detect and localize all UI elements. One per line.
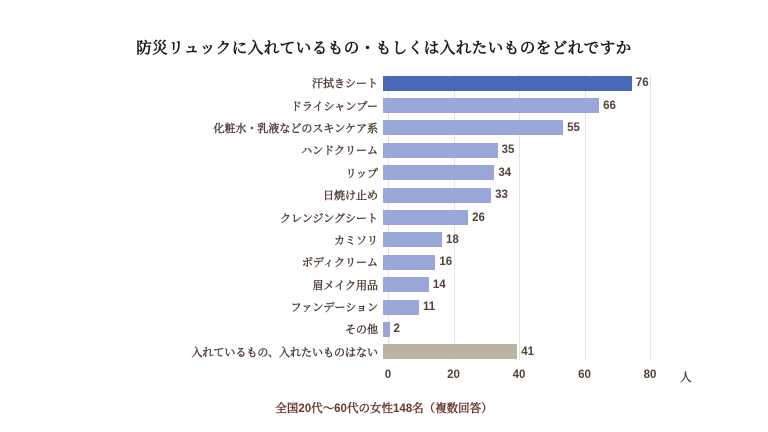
bar-row	[186, 206, 746, 228]
category-label: 眉メイク用品	[312, 279, 378, 292]
value-label: 11	[423, 301, 436, 314]
category-label: リップ	[345, 167, 378, 180]
bar-track	[383, 255, 723, 270]
bar	[383, 98, 599, 113]
bar-row	[186, 117, 746, 139]
value-label: 14	[432, 278, 446, 291]
bar	[383, 344, 517, 359]
bar	[383, 255, 435, 270]
bar-row	[186, 341, 746, 363]
category-label: ボディクリーム	[301, 257, 378, 270]
bar	[383, 120, 563, 135]
value-label: 26	[472, 211, 485, 224]
category-label: その他	[345, 324, 378, 337]
category-label: ハンドクリーム	[301, 145, 378, 158]
bar-track	[383, 188, 723, 203]
bar-track	[383, 165, 723, 180]
chart-rows	[186, 72, 746, 363]
bar-track	[383, 344, 723, 359]
value-label: 76	[635, 77, 649, 90]
category-label: 日焼け止め	[323, 190, 378, 203]
bar-row	[186, 94, 746, 116]
x-tick-label: 80	[643, 369, 657, 382]
value-label: 41	[521, 345, 535, 358]
bar-track	[383, 76, 723, 91]
x-axis	[384, 367, 708, 385]
category-label: ファンデーション	[290, 302, 378, 315]
bar	[383, 277, 429, 292]
bar-row	[186, 318, 746, 340]
category-label: 汗拭きシート	[312, 78, 378, 91]
x-tick-label: 40	[512, 369, 526, 382]
value-label: 34	[498, 166, 512, 179]
value-label: 2	[393, 323, 400, 336]
bar-row	[186, 251, 746, 273]
bar	[383, 188, 491, 203]
value-label: 16	[439, 256, 453, 269]
bar-track	[383, 232, 723, 247]
bar-track	[383, 300, 723, 315]
x-tick-label: 20	[447, 369, 460, 382]
bar-track	[383, 98, 723, 113]
chart-footer: 全国20代〜60代の女性148名（複数回答）	[275, 403, 493, 415]
category-label: クレンジングシート	[280, 212, 378, 225]
bar-track	[383, 277, 723, 292]
bar-row	[186, 162, 746, 184]
bar	[383, 210, 468, 225]
value-label: 66	[603, 99, 616, 112]
category-label: 入れているもの、入れたいものはない	[191, 346, 378, 359]
bar	[383, 300, 419, 315]
x-tick-label: 60	[578, 369, 591, 382]
category-label: ドライシャンプー	[290, 100, 378, 113]
bar-row	[186, 72, 746, 94]
x-tick-label: 0	[384, 369, 392, 382]
bar-row	[186, 274, 746, 296]
bar-track	[383, 210, 723, 225]
bar	[383, 232, 442, 247]
value-label: 35	[501, 144, 515, 157]
bar-row	[186, 184, 746, 206]
category-label: カミソリ	[334, 234, 378, 247]
value-label: 18	[445, 233, 459, 246]
bar	[383, 76, 632, 91]
bar-row	[186, 229, 746, 251]
bar-track	[383, 120, 723, 135]
bar-row	[186, 139, 746, 161]
bar-track	[383, 143, 723, 158]
category-label: 化粧水・乳液などのスキンケア系	[213, 122, 378, 135]
bar-row	[186, 296, 746, 318]
bar	[383, 143, 498, 158]
bar	[383, 165, 494, 180]
value-label: 33	[495, 189, 508, 202]
x-axis-unit-label: 人	[680, 372, 692, 385]
value-label: 55	[567, 121, 580, 134]
bar	[383, 322, 390, 337]
page-title: 防災リュックに入れているもの・もしくは入れたいものをどれですか	[136, 40, 632, 57]
bar-track	[383, 322, 723, 337]
bar-chart	[186, 72, 746, 385]
